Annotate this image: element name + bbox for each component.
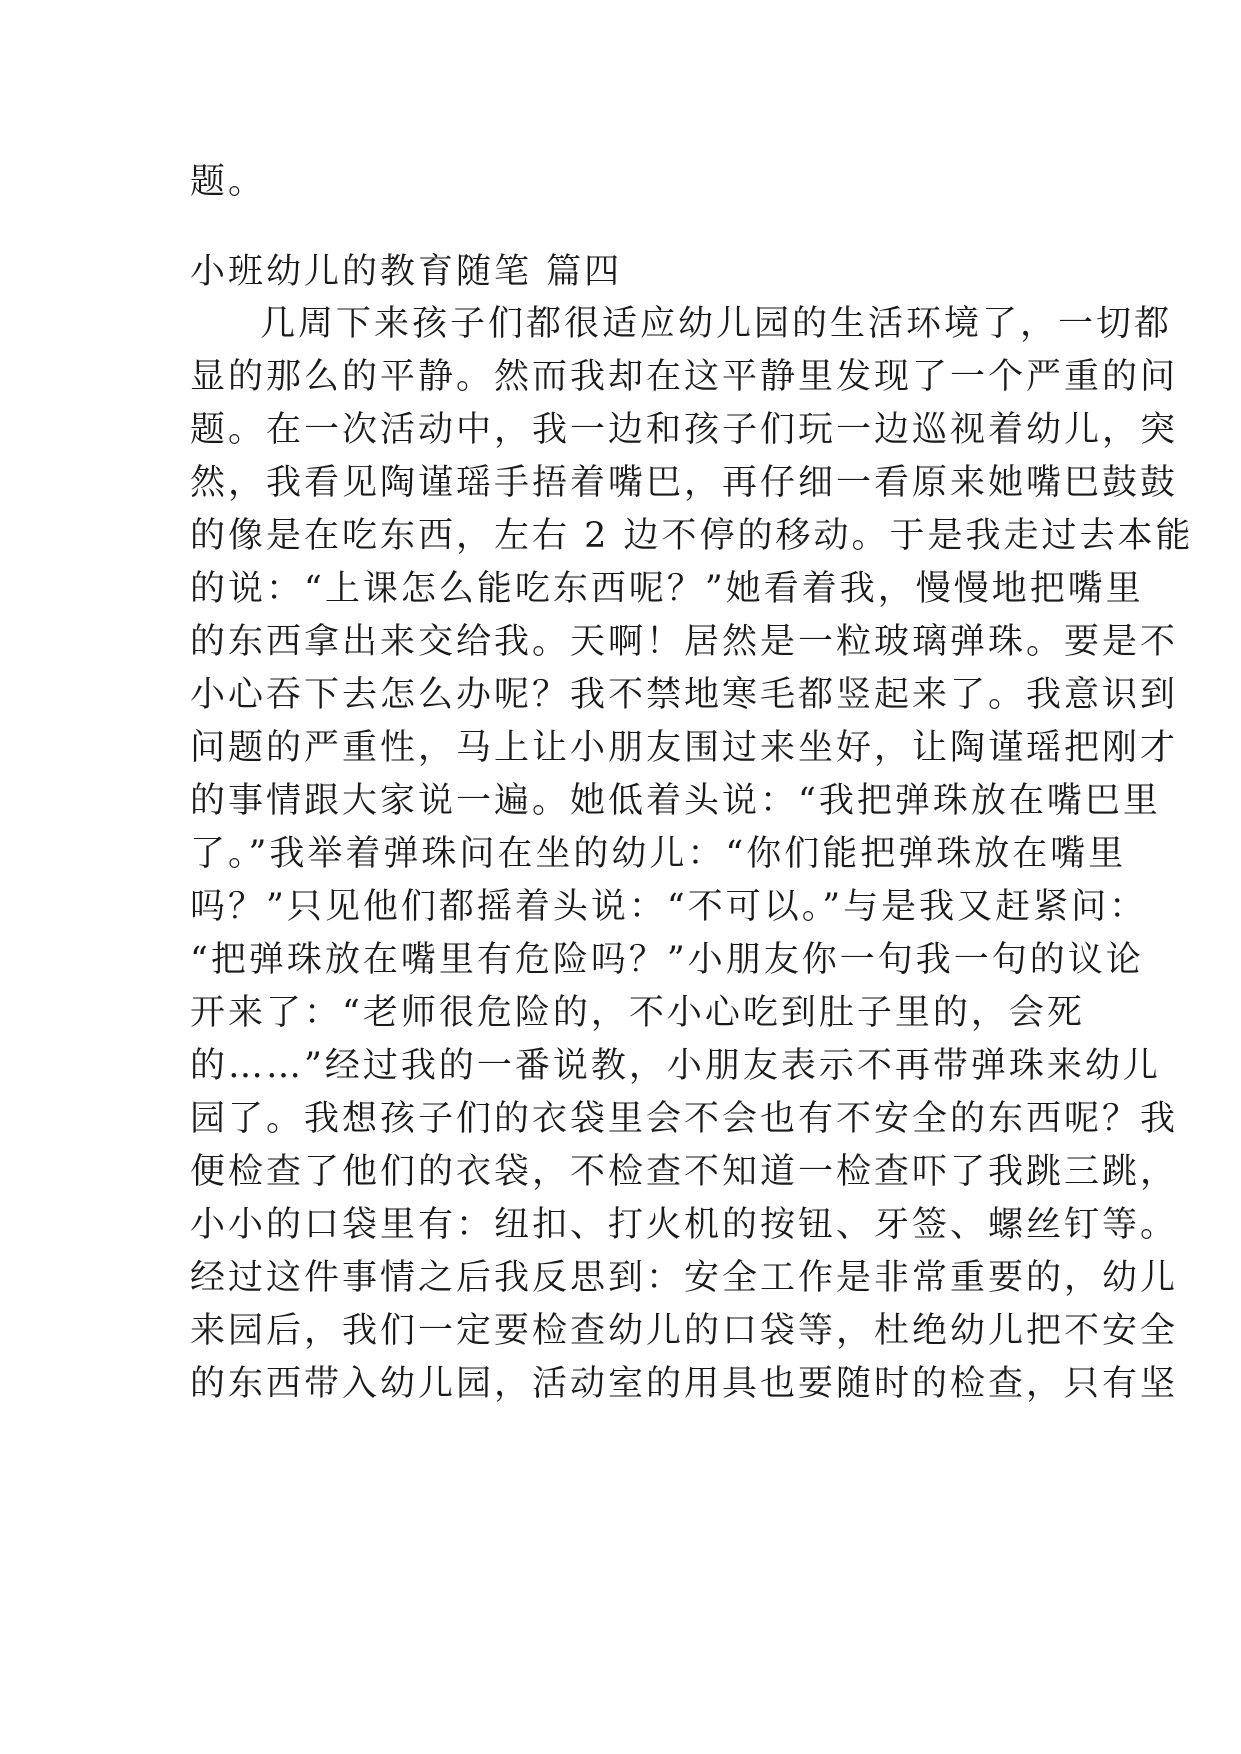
text-line: 开来了：“老师很危险的，不小心吃到肚子里的，会死 [190,993,1085,1033]
text-line: 显的那么的平静。然而我却在这平静里发现了一个严重的问 [190,357,1179,397]
text-line: 的事情跟大家说一遍。她低着头说：“我把弹珠放在嘴巴里 [190,781,1161,821]
text-line: 的东西拿出来交给我。天啊！居然是一粒玻璃弹珠。要是不 [190,622,1179,662]
text-line: 的东西带入幼儿园，活动室的用具也要随时的检查，只有坚 [190,1364,1179,1404]
section-heading: 小班幼儿的教育随笔 篇四 [190,252,623,292]
text-line: 园了。我想孩子们的衣袋里会不会也有不安全的东西呢？我 [190,1099,1179,1139]
text-line: 经过这件事情之后我反思到：安全工作是非常重要的，幼儿 [190,1258,1179,1298]
text-line: 问题的严重性，马上让小朋友围过来坐好，让陶谨瑶把刚才 [190,728,1179,768]
text-line: 题。在一次活动中，我一边和孩子们玩一边巡视着幼儿，突 [190,410,1179,450]
text-line: 吗？”只见他们都摇着头说：“不可以。”与是我又赶紧问： [190,887,1148,927]
text-line: 题。 [190,162,267,202]
text-line: 了。”我举着弹珠问在坐的幼儿：“你们能把弹珠放在嘴里 [190,834,1127,874]
text-line: 的像是在吃东西，左右 2 边不停的移动。于是我走过去本能 [190,516,1194,556]
text-line: 的……”经过我的一番说教，小朋友表示不再带弹珠来幼儿 [190,1046,1161,1086]
text-line: 小小的口袋里有：纽扣、打火机的按钮、牙签、螺丝钉等。 [190,1205,1179,1245]
text-line: “把弹珠放在嘴里有危险吗？”小朋友你一句我一句的议论 [190,940,1144,980]
text-line: 的说：“上课怎么能吃东西呢？”她看着我，慢慢地把嘴里 [190,569,1144,609]
text-line: 便检查了他们的衣袋，不检查不知道一检查吓了我跳三跳， [190,1152,1179,1192]
paragraph-first-line: 几周下来孩子们都很适应幼儿园的生活环境了，一切都 [260,304,1173,344]
text-line: 来园后，我们一定要检查幼儿的口袋等，杜绝幼儿把不安全 [190,1311,1179,1351]
text-line: 然，我看见陶谨瑶手捂着嘴巴，再仔细一看原来她嘴巴鼓鼓 [190,463,1179,503]
text-line: 小心吞下去怎么办呢？我不禁地寒毛都竖起来了。我意识到 [190,675,1179,715]
